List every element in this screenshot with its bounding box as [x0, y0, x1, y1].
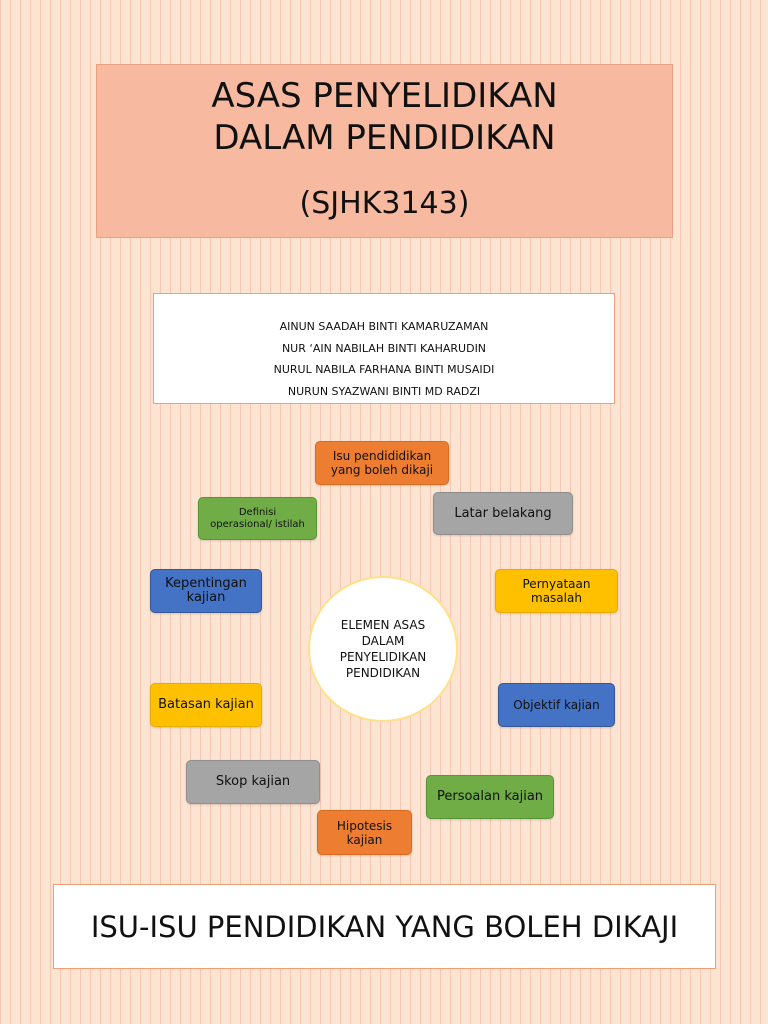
course-code: (SJHK3143): [299, 186, 470, 221]
center-text-line: ELEMEN ASAS: [340, 618, 426, 632]
center-text-line: DALAM: [361, 634, 405, 648]
node-isu-pendidikan: Isu pendididikan yang boleh dikaji: [315, 441, 449, 485]
center-text-line: PENDIDIKAN: [345, 666, 421, 680]
author-name: NURUL NABILA FARHANA BINTI MUSAIDI: [273, 363, 495, 376]
title-line-2: DALAM PENDIDIKAN: [213, 118, 556, 158]
node-latar-belakang: Latar belakang: [433, 492, 573, 535]
title-line-1: ASAS PENYELIDIKAN: [211, 76, 558, 116]
node-definisi-operasional: Definisi operasional/ istilah: [198, 497, 317, 540]
node-pernyataan-masalah: Pernyataan masalah: [495, 569, 618, 613]
section-heading: ISU-ISU PENDIDIKAN YANG BOLEH DIKAJI: [90, 909, 679, 944]
node-batasan-kajian: Batasan kajian: [150, 683, 262, 727]
node-persoalan-kajian: Persoalan kajian: [426, 775, 554, 819]
node-hipotesis-kajian: Hipotesis kajian: [317, 810, 412, 855]
author-name: NURUN SYAZWANI BINTI MD RADZI: [287, 384, 481, 398]
center-text-line: PENYELIDIKAN: [339, 650, 427, 664]
title-box: [96, 64, 673, 238]
node-skop-kajian: Skop kajian: [186, 760, 320, 804]
node-objektif-kajian: Objektif kajian: [498, 683, 615, 727]
node-kepentingan-kajian: Kepentingan kajian: [150, 569, 262, 613]
authors-box: [153, 293, 615, 404]
author-name: AINUN SAADAH BINTI KAMARUZAMAN: [279, 320, 489, 333]
section-heading-box: [53, 884, 716, 969]
author-name: NUR ‘AIN NABILAH BINTI KAHARUDIN: [281, 341, 487, 355]
diagram-center-circle: [308, 576, 458, 722]
